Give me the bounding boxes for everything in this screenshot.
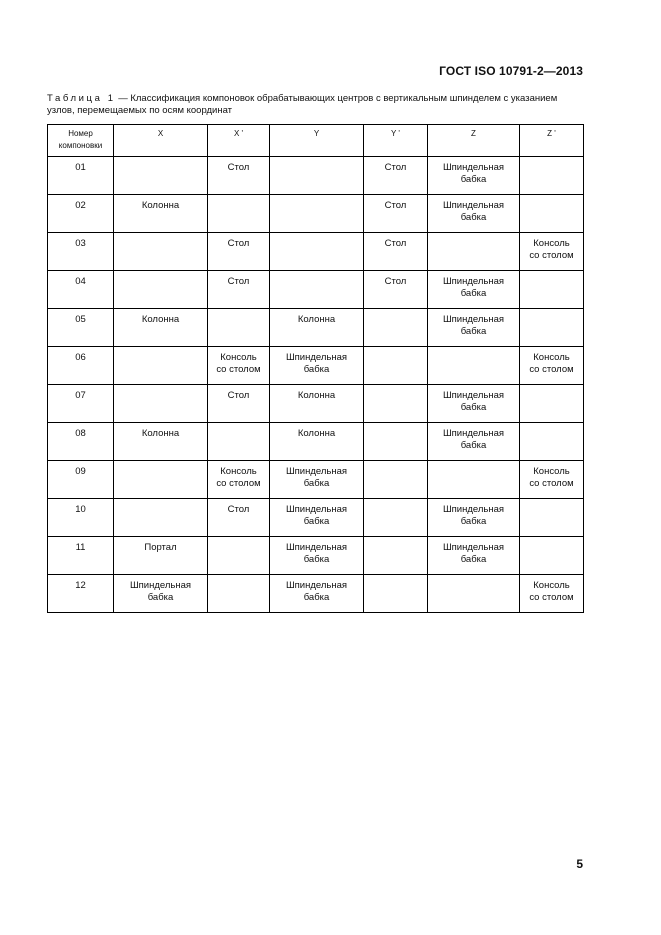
page-number: 5 <box>576 857 583 871</box>
document-code: ГОСТ ISO 10791-2—2013 <box>439 64 583 78</box>
layout-number-cell: 06 <box>48 347 114 385</box>
x-prime-cell <box>208 309 270 347</box>
z-prime-cell <box>520 423 584 461</box>
header-layout-number: Номер компоновки <box>48 125 114 157</box>
z-cell: Шпиндельная бабка <box>428 195 520 233</box>
x-prime-cell <box>208 195 270 233</box>
layout-number-cell: 12 <box>48 575 114 613</box>
layout-number-cell: 04 <box>48 271 114 309</box>
z-cell <box>428 233 520 271</box>
x-prime-cell <box>208 423 270 461</box>
table-body <box>48 157 584 613</box>
x-prime-cell: Стол <box>208 233 270 271</box>
x-prime-cell: Стол <box>208 271 270 309</box>
y-cell: Шпиндельная бабка <box>270 499 364 537</box>
table-row <box>48 385 584 423</box>
z-prime-cell: Консоль со столом <box>520 461 584 499</box>
table-caption-text: — Классификация компоновок обрабатывающих центров с вертикальным шпинделем с указанием узлов, перемещаемых по осям координат <box>47 93 558 116</box>
y-cell: Колонна <box>270 309 364 347</box>
x-prime-cell: Стол <box>208 499 270 537</box>
layout-number-cell: 11 <box>48 537 114 575</box>
header-z: Z <box>428 125 520 157</box>
x-cell: Шпиндельная бабка <box>114 575 208 613</box>
table-row <box>48 575 584 613</box>
x-prime-cell: Консоль со столом <box>208 461 270 499</box>
table-row <box>48 347 584 385</box>
table-row <box>48 233 584 271</box>
header-y-prime: Y ' <box>364 125 428 157</box>
z-cell: Шпиндельная бабка <box>428 271 520 309</box>
table-row <box>48 195 584 233</box>
layout-number-cell: 05 <box>48 309 114 347</box>
z-prime-cell <box>520 537 584 575</box>
x-cell <box>114 385 208 423</box>
y-cell: Колонна <box>270 423 364 461</box>
y-cell <box>270 233 364 271</box>
y-cell: Колонна <box>270 385 364 423</box>
layout-number-cell: 02 <box>48 195 114 233</box>
layout-number-cell: 10 <box>48 499 114 537</box>
x-cell <box>114 499 208 537</box>
y-prime-cell <box>364 309 428 347</box>
x-prime-cell <box>208 537 270 575</box>
layout-number-cell: 08 <box>48 423 114 461</box>
table-row <box>48 271 584 309</box>
x-cell: Колонна <box>114 309 208 347</box>
table-caption <box>47 93 583 117</box>
x-prime-cell <box>208 575 270 613</box>
z-prime-cell: Консоль со столом <box>520 233 584 271</box>
z-cell <box>428 347 520 385</box>
y-prime-cell: Стол <box>364 157 428 195</box>
z-prime-cell <box>520 157 584 195</box>
y-prime-cell <box>364 347 428 385</box>
x-cell <box>114 347 208 385</box>
y-cell <box>270 157 364 195</box>
layout-number-cell: 01 <box>48 157 114 195</box>
layout-classification-table <box>47 124 584 613</box>
z-prime-cell <box>520 385 584 423</box>
x-cell <box>114 157 208 195</box>
z-cell: Шпиндельная бабка <box>428 499 520 537</box>
z-prime-cell <box>520 195 584 233</box>
table-row <box>48 499 584 537</box>
table-header-row <box>48 125 584 157</box>
table-row <box>48 309 584 347</box>
y-cell: Шпиндельная бабка <box>270 537 364 575</box>
z-cell <box>428 575 520 613</box>
x-prime-cell: Стол <box>208 157 270 195</box>
x-cell <box>114 461 208 499</box>
table-caption-prefix: Таблица 1 <box>47 93 116 104</box>
y-prime-cell <box>364 423 428 461</box>
y-prime-cell: Стол <box>364 271 428 309</box>
z-cell: Шпиндельная бабка <box>428 385 520 423</box>
layout-number-cell: 03 <box>48 233 114 271</box>
y-cell: Шпиндельная бабка <box>270 347 364 385</box>
y-cell: Шпиндельная бабка <box>270 461 364 499</box>
z-cell: Шпиндельная бабка <box>428 309 520 347</box>
header-y: Y <box>270 125 364 157</box>
y-prime-cell: Стол <box>364 233 428 271</box>
z-prime-cell <box>520 271 584 309</box>
table-row <box>48 157 584 195</box>
y-prime-cell <box>364 385 428 423</box>
z-prime-cell <box>520 309 584 347</box>
y-cell <box>270 195 364 233</box>
y-prime-cell: Стол <box>364 195 428 233</box>
header-x: X <box>114 125 208 157</box>
z-prime-cell: Консоль со столом <box>520 575 584 613</box>
x-cell: Портал <box>114 537 208 575</box>
x-cell <box>114 233 208 271</box>
x-prime-cell: Консоль со столом <box>208 347 270 385</box>
z-prime-cell <box>520 499 584 537</box>
z-prime-cell: Консоль со столом <box>520 347 584 385</box>
header-z-prime: Z ' <box>520 125 584 157</box>
x-cell <box>114 271 208 309</box>
table-header <box>48 125 584 157</box>
x-cell: Колонна <box>114 423 208 461</box>
table-row <box>48 537 584 575</box>
y-prime-cell <box>364 461 428 499</box>
y-prime-cell <box>364 537 428 575</box>
y-cell <box>270 271 364 309</box>
header-x-prime: X ' <box>208 125 270 157</box>
z-cell: Шпиндельная бабка <box>428 423 520 461</box>
y-prime-cell <box>364 575 428 613</box>
z-cell: Шпиндельная бабка <box>428 157 520 195</box>
layout-number-cell: 07 <box>48 385 114 423</box>
layout-number-cell: 09 <box>48 461 114 499</box>
y-cell: Шпиндельная бабка <box>270 575 364 613</box>
table-row <box>48 423 584 461</box>
x-cell: Колонна <box>114 195 208 233</box>
x-prime-cell: Стол <box>208 385 270 423</box>
z-cell: Шпиндельная бабка <box>428 537 520 575</box>
table-row <box>48 461 584 499</box>
z-cell <box>428 461 520 499</box>
y-prime-cell <box>364 499 428 537</box>
